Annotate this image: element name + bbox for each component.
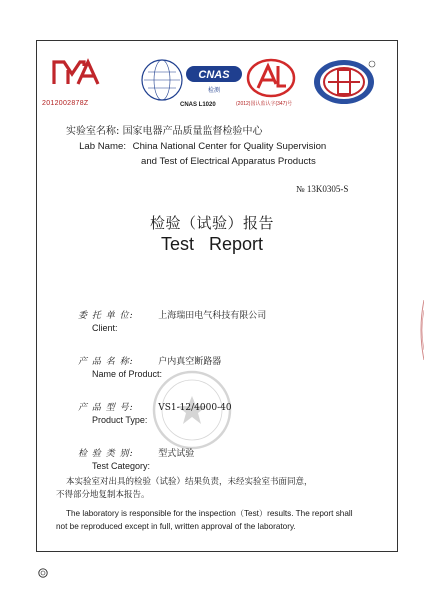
product-name-label-en: Name of Product: (92, 369, 163, 379)
cnas-logo-icon (140, 58, 244, 104)
lab-name-en-label: Lab Name: (79, 141, 126, 152)
notice-en-line2: not be reproduced except in full, written approval of the laboratory. (56, 522, 296, 531)
test-category-label-en: Test Category: (92, 461, 151, 471)
report-fields (78, 308, 266, 492)
title-en: Test Report (160, 234, 264, 254)
seal-fragment-icon (418, 300, 424, 360)
product-name-label-cn: 产 品 名 称: (78, 357, 134, 367)
lab-name-en-line1: China National Center for Quality Supervision (132, 141, 327, 152)
cma-logo-icon (50, 58, 104, 88)
test-category-value: 型式试验 (158, 449, 195, 459)
notice-en-line1: The laboratory is responsible for the inspection（Test）results. The report shall (66, 509, 353, 518)
cal-code: (2012)国认监认字(347)号 (236, 101, 293, 107)
notice-cn (56, 476, 366, 502)
lab-name-en-line2: and Test of Electrical Apparatus Products (141, 156, 316, 167)
notice-cn-line1: 本实验室对出具的检验（试验）结果负责，未经实验室书面同意， (66, 477, 313, 487)
field-product-name (78, 354, 266, 400)
client-label-en: Client: (92, 323, 118, 333)
product-type-value: VS1-12/4000-40 (158, 403, 232, 413)
cnas-code: CNAS L1020 (180, 102, 216, 108)
svg-text:检测: 检测 (207, 87, 221, 94)
client-label-cn: 委 托 单 位: (78, 311, 134, 321)
field-product-type (78, 400, 266, 446)
field-client (78, 308, 266, 354)
product-type-label-cn: 产 品 型 号: (78, 403, 134, 413)
cma-code: 2012002878Z (42, 100, 89, 107)
test-category-label-cn: 检 验 类 别: (78, 449, 134, 459)
cal-logo-icon (246, 58, 296, 98)
certification-logos (40, 58, 390, 114)
svg-text:CNAS: CNAS (198, 69, 230, 81)
notice-cn-line2: 不得部分地复制本报告。 (56, 490, 150, 500)
lab-name-cn: 国家电器产品质量监督检验中心 (122, 126, 263, 137)
registration-mark-icon (38, 568, 48, 578)
product-name-value: 户内真空断路器 (158, 357, 222, 367)
report-number: № 13K0305-S (296, 184, 349, 194)
product-type-label-en: Product Type: (92, 415, 148, 425)
cqc-logo-icon (312, 58, 376, 106)
title-cn: 检验（试验）报告 (149, 214, 274, 232)
lab-name-cn-label: 实验室名称: (66, 126, 120, 137)
lab-name-block (66, 124, 326, 169)
client-value: 上海瑞田电气科技有限公司 (158, 311, 267, 321)
notice-en (56, 507, 378, 533)
